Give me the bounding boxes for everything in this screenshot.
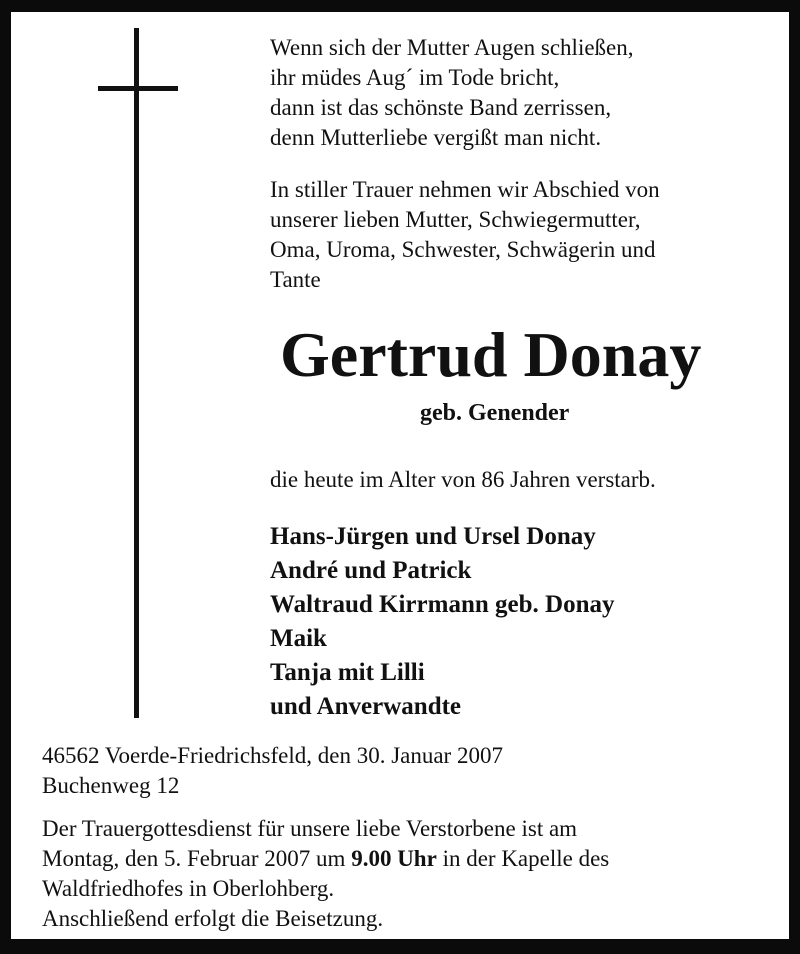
mourners-list xyxy=(270,520,614,724)
address: Buchenweg 12 xyxy=(42,773,180,798)
age-line: die heute im Alter von 86 Jahren verstarb. xyxy=(270,467,656,492)
mourner: und Anverwandte xyxy=(270,693,462,720)
mourner: Waltraud Kirrmann geb. Donay xyxy=(270,591,615,618)
deceased-name: Gertrud Donay xyxy=(280,319,702,390)
poem-line: Wenn sich der Mutter Augen schließen, xyxy=(270,35,634,60)
service-location-start: in der Kapelle des xyxy=(436,846,610,871)
intro-text xyxy=(270,175,660,295)
poem xyxy=(270,33,634,153)
service-line: Der Trauergottesdienst für unsere liebe Verstorbene ist am xyxy=(42,816,578,841)
mourner: André und Patrick xyxy=(270,557,472,584)
service-line: Anschließend erfolgt die Beisetzung. xyxy=(42,906,384,931)
place-and-address xyxy=(42,741,503,801)
maiden-name: geb. Genender xyxy=(420,400,570,426)
service-date: Montag, den 5. Februar 2007 um xyxy=(42,846,352,871)
poem-line: ihr müdes Aug´ im Tode bricht, xyxy=(270,65,560,90)
service-info xyxy=(42,814,609,934)
service-line xyxy=(42,844,609,874)
intro-line: Tante xyxy=(270,267,321,292)
intro-line: unserer lieben Mutter, Schwiegermutter, xyxy=(270,207,641,232)
service-time: 9.00 Uhr xyxy=(351,846,437,871)
mourner: Tanja mit Lilli xyxy=(270,659,425,686)
service-line: Waldfriedhofes in Oberlohberg. xyxy=(42,876,335,901)
mourner: Maik xyxy=(270,625,327,652)
place-date: 46562 Voerde-Friedrichsfeld, den 30. Januar 2007 xyxy=(42,743,503,768)
intro-line: In stiller Trauer nehmen wir Abschied von xyxy=(270,177,660,202)
poem-line: denn Mutterliebe vergißt man nicht. xyxy=(270,125,602,150)
cross-icon-bar xyxy=(98,86,178,91)
poem-line: dann ist das schönste Band zerrissen, xyxy=(270,95,612,120)
intro-line: Oma, Uroma, Schwester, Schwägerin und xyxy=(270,237,656,262)
cross-icon xyxy=(134,28,139,718)
mourner: Hans-Jürgen und Ursel Donay xyxy=(270,523,596,550)
